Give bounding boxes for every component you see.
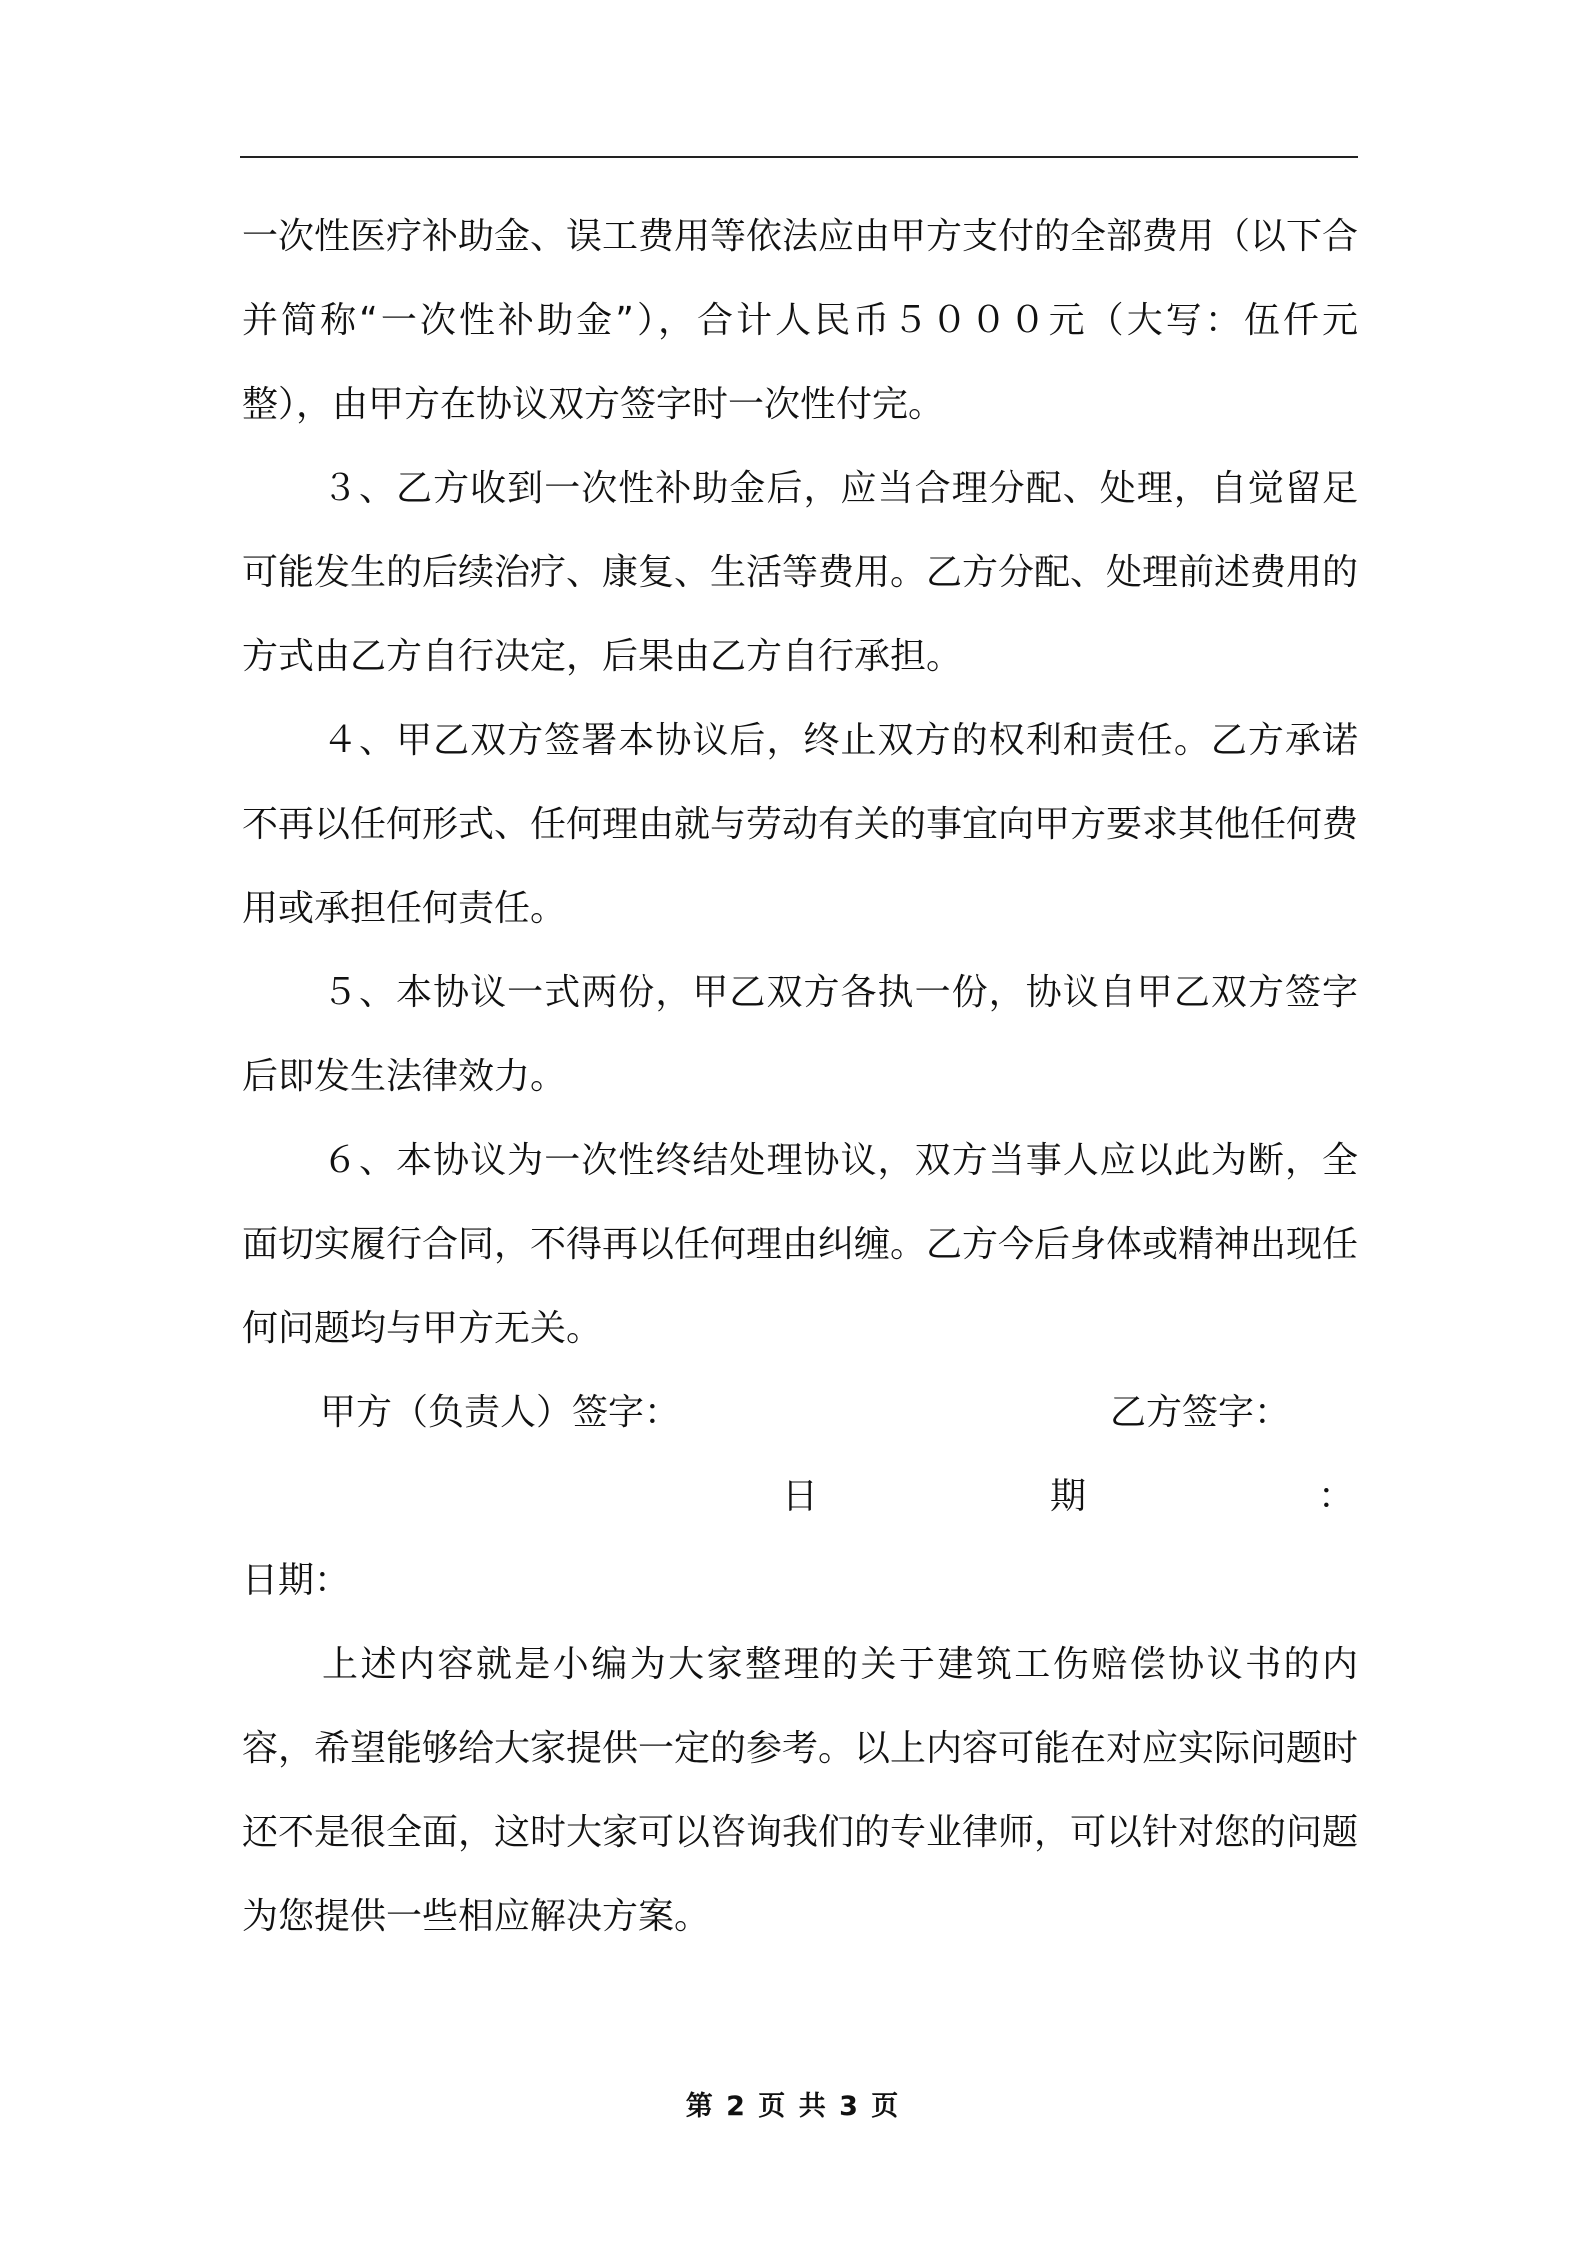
signature-row: [242, 1371, 1358, 1455]
date-label-left: 日期：: [242, 1560, 351, 1601]
paragraph-clause-6: ６、本协议为一次性终结处理协议，双方当事人应以此为断，全面切实履行合同，不得再以任何理由纠缠。乙方今后身体或精神出现任何问题均与甲方无关。: [242, 1140, 1359, 1349]
date-label-colon: ：: [1318, 1476, 1355, 1517]
paragraph-clause-3: ３、乙方收到一次性补助金后，应当合理分配、处理，自觉留足可能发生的后续治疗、康复、生活等费用。乙方分配、处理前述费用的方式由乙方自行决定，后果由乙方自行承担。: [242, 468, 1359, 677]
closing-paragraph: 上述内容就是小编为大家整理的关于建筑工伤赔偿协议书的内容，希望能够给大家提供一定的参考。以上内容可能在对应实际问题时还不是很全面，这时大家可以咨询我们的专业律师，可以针对您的问题为您提供一些相应解决方案。: [242, 1644, 1359, 1937]
document-body: [242, 195, 1358, 1959]
party-b-signature-label: 乙方签字：: [1110, 1392, 1291, 1433]
party-a-signature-label: 甲方（负责人）签字：: [320, 1392, 681, 1433]
paragraph-clause-5: ５、本协议一式两份，甲乙双方各执一份，协议自甲乙双方签字后即发生法律效力。: [242, 972, 1358, 1097]
header-rule: [240, 156, 1358, 158]
paragraph-continued-subsidy: 一次性医疗补助金、误工费用等依法应由甲方支付的全部费用（以下合并简称“一次性补助金”），合计人民币５０００元（大写：伍仟元整），由甲方在协议双方签字时一次性付完。: [242, 216, 1359, 425]
date-label-char-2: 期: [1050, 1476, 1087, 1517]
page-number-footer: 第 2 页 共 3 页: [685, 2091, 901, 2122]
date-row-right: [242, 1455, 1358, 1539]
date-label-char-1: 日: [782, 1476, 819, 1517]
paragraph-clause-4: ４、甲乙双方签署本协议后，终止双方的权利和责任。乙方承诺不再以任何形式、任何理由就与劳动有关的事宜向甲方要求其他任何费用或承担任何责任。: [242, 720, 1359, 929]
